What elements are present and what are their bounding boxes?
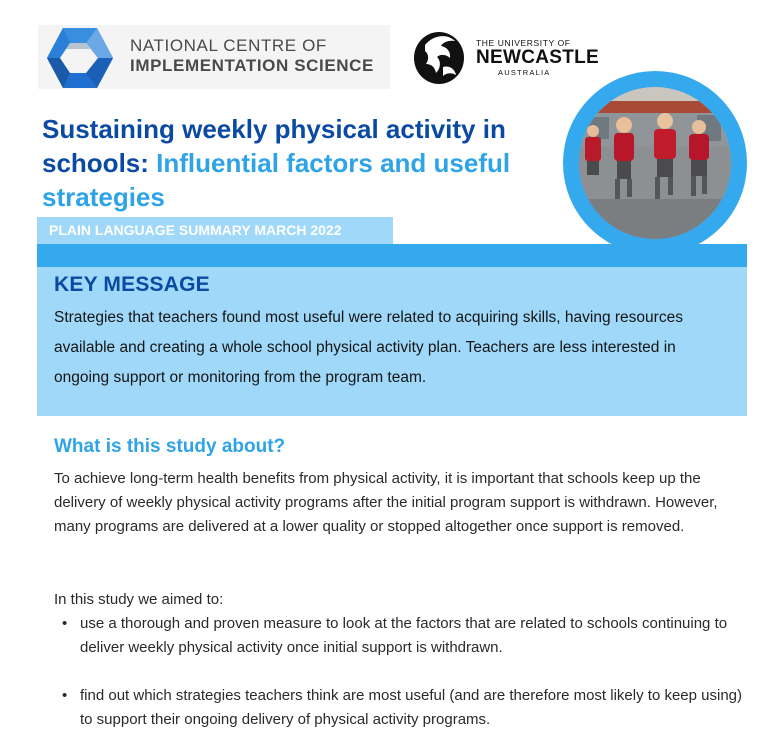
children-running-photo [579,87,731,239]
aims-intro: In this study we aimed to: [54,591,224,608]
page-title [42,112,562,214]
ncis-name-line1: NATIONAL CENTRE OF [130,36,327,55]
ncis-name-line2: IMPLEMENTATION SCIENCE [130,56,374,75]
photo-illustration [579,87,731,239]
bullet-icon: • [62,687,68,704]
key-message-text: Strategies that teachers found most useful were related to acquiring skills, having resources available and creating a whole school physical activity plan. Teachers are less interested in ongoing support or monitoring from the program team. [54,309,683,386]
list-item [54,684,754,732]
uon-line1: THE UNIVERSITY OF [476,38,571,48]
list-item [54,612,754,660]
key-message-heading: KEY MESSAGE [54,273,210,296]
ncis-hexagon-logo-icon [46,27,114,89]
uon-crest-logo-icon [413,27,465,85]
uon-wordmark [476,38,599,77]
header-divider-bar [37,244,747,267]
about-paragraph: To achieve long-term health benefits from physical activity, it is important that schools keep up the delivery of weekly physical activity programs after the initial program support is withdrawn. However, many programs are delivered at a lower quality or stopped altogether once support is removed. [54,470,718,535]
title-part2: Influential factors and useful strategies [42,148,511,212]
section-heading-about: What is this study about? [54,436,286,457]
aim-text: use a thorough and proven measure to look at the factors that are related to schools continuing to deliver weekly physical activity once initial support is withdrawn. [80,615,728,656]
uon-line2: NEWCASTLE [476,47,600,68]
title-part1: Sustaining weekly physical activity in schools: [42,114,506,178]
uon-line3: AUSTRALIA [498,68,551,77]
plain-language-tag: PLAIN LANGUAGE SUMMARY MARCH 2022 [37,217,393,244]
aim-text: find out which strategies teachers think are most useful (and are therefore most likely to keep using) to support their ongoing delivery of physical activity programs. [80,687,742,728]
bullet-icon: • [62,615,68,632]
aims-list [54,612,754,732]
ncis-wordmark [130,36,374,76]
